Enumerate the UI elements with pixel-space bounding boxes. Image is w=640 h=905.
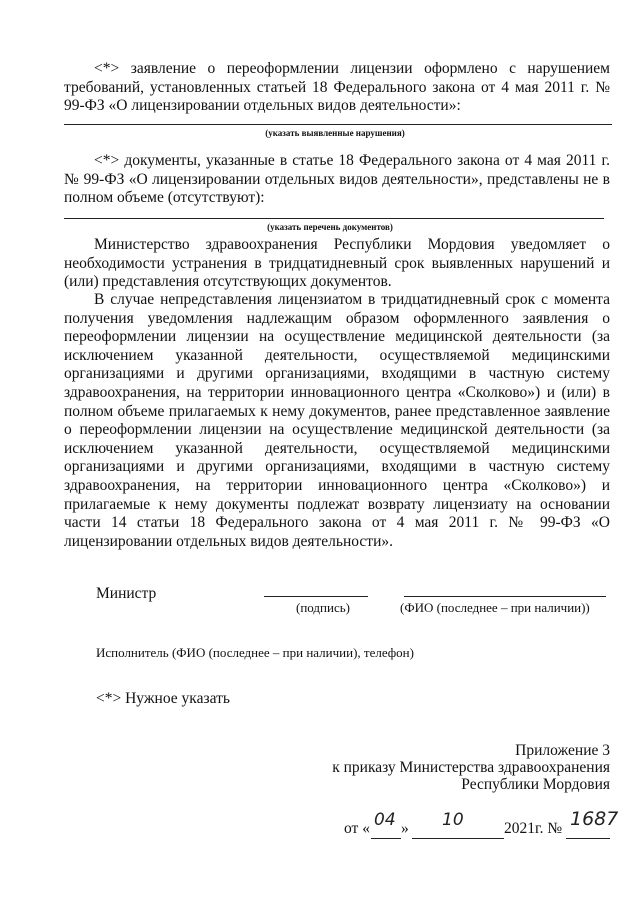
paragraph-return-conditions: В случае непредставления лицензиатом в тридцатидневный срок с момента получения уведомления надлежащим образом оформленного заявления о переоформлении лицензии на осуществление медицинской деятельности (за исключением указанной деятельности, осуществляемой медицинскими организациями и другими организациями, входящими в частную систему здравоохранения, на территории инновационного центра «Сколково») и (или) в полном объеме прилагаемых к нему документов, ранее представленное заявление о переоформлении лицензии на осуществление медицинской деятельности (за исключением указанной деятельности, осуществляемой медицинскими организациями и другими организациями, входящими в частную систему здравоохранения, на территории инновационного центра «Сколково») и прилагаемые к нему документы подлежат возврату лицензиату на основании части 14 статьи 18 Федерального закона от 4 мая 2011 г. № 99-ФЗ «О лицензировании отдельных видов деятельности». [64, 291, 610, 550]
name-line [404, 596, 606, 597]
signature-caption: (подпись) [296, 600, 350, 615]
blank-line-violations [64, 124, 612, 125]
handwritten-day: 04 [374, 810, 396, 830]
date-prefix: от « [344, 820, 370, 837]
caption-violations: (указать выявленные нарушения) [265, 128, 405, 138]
paragraph-documents: <*> документы, указанные в статье 18 Федерального закона от 4 мая 2011 г. № 99-ФЗ «О лицензировании отдельных видов деятельности», представлены не в полном объеме (отсутствуют): [64, 152, 610, 207]
month-underline [412, 838, 504, 839]
date-year: 2021г. № [504, 820, 563, 837]
minister-title: Министр [96, 585, 157, 602]
appendix-region: Республики Мордовия [461, 776, 610, 793]
number-underline [566, 838, 610, 839]
blank-line-documents [64, 218, 604, 219]
handwritten-number: 1687 [570, 808, 619, 830]
executor-line: Исполнитель (ФИО (последнее – при наличии), телефон) [96, 645, 414, 660]
appendix-title: Приложение 3 [515, 742, 610, 759]
appendix-block [332, 742, 610, 793]
caption-documents: (указать перечень документов) [267, 222, 393, 232]
appendix-date-line [344, 802, 619, 837]
footnote: <*> Нужное указать [96, 690, 230, 707]
signature-line [264, 596, 368, 597]
date-mid: » [401, 820, 409, 837]
handwritten-month: 10 [442, 810, 464, 830]
name-caption: (ФИО (последнее – при наличии)) [400, 600, 590, 615]
paragraph-violations: <*> заявление о переоформлении лицензии оформлено с нарушением требований, установленных статьей 18 Федерального закона от 4 мая 2011 г. № 99-ФЗ «О лицензировании отдельных видов деятельности»: [64, 60, 610, 115]
paragraph-ministry-notice: Министерство здравоохранения Республики Мордовия уведомляет о необходимости устранения в тридцатидневный срок выявленных нарушений и (или) представления отсутствующих документов. [64, 236, 610, 291]
day-underline [371, 838, 401, 839]
appendix-order: к приказу Министерства здравоохранения [332, 759, 610, 776]
